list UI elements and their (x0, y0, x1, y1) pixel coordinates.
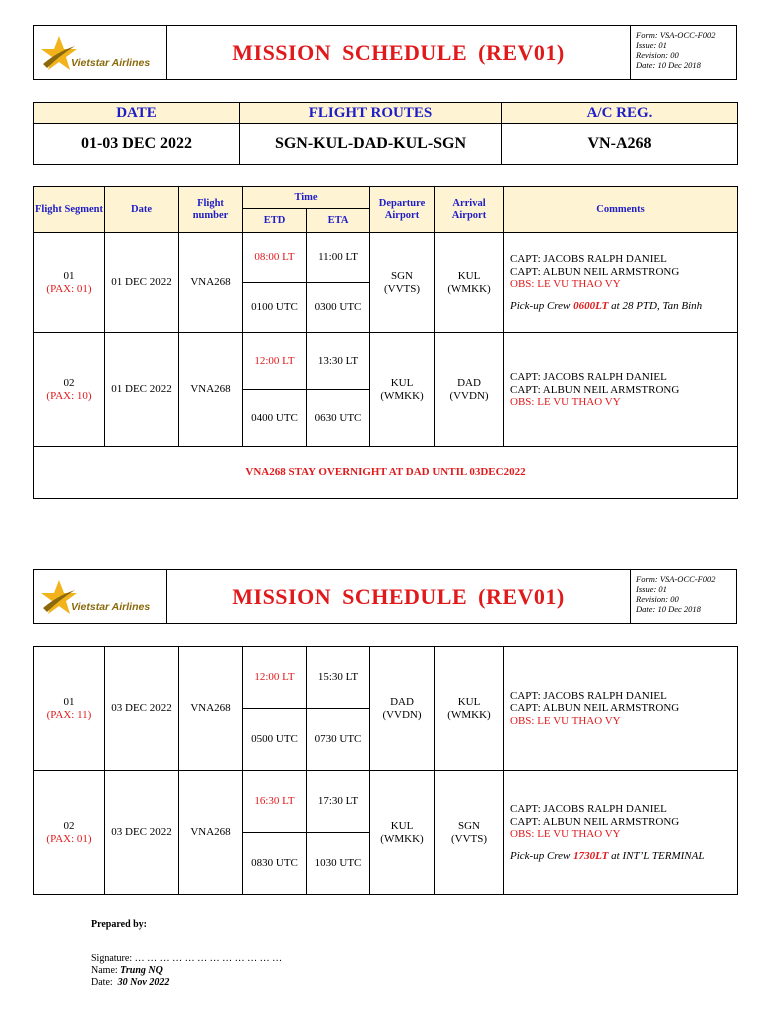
departure-code: (VVDN) (382, 708, 422, 721)
pickup-label: Pick-up Crew (510, 849, 574, 862)
prepared-name (91, 965, 491, 977)
observer: OBS: LE VU THAO VY (510, 828, 621, 840)
logo-text: Vietstar Airlines (71, 57, 151, 69)
table-row (34, 771, 738, 833)
comments-cell (504, 333, 738, 447)
observer: OBS: LE VU THAO VY (510, 714, 621, 727)
arrival-airport: SGN (457, 819, 480, 832)
form-number: Form: VSA-OCC-F002 (636, 574, 716, 584)
segment-number: 01 (63, 695, 75, 708)
captain-2: CAPT: ALBUN NEIL ARMSTRONG (510, 383, 680, 396)
logo-text: Vietstar Airlines (71, 601, 151, 613)
segment-cell (34, 771, 105, 895)
segment-cell (34, 333, 105, 447)
form-number: Form: VSA-OCC-F002 (636, 30, 716, 40)
name-value: Trung NQ (120, 965, 163, 976)
arrival-code: (VVDN) (449, 389, 489, 402)
logo (34, 26, 167, 79)
captain-2: CAPT: ALBUN NEIL ARMSTRONG (510, 815, 680, 828)
pickup-location: at 28 PTD, Tan Binh (608, 299, 703, 312)
date-cell: 01 DEC 2022 (105, 233, 179, 333)
time-header: Time (243, 187, 370, 209)
routes-value: SGN-KUL-DAD-KUL-SGN (240, 124, 502, 165)
date-cell: 03 DEC 2022 (105, 647, 179, 771)
arrival-airport: KUL (457, 695, 481, 708)
etd-lt: 12:00 LT (243, 333, 307, 390)
arrival-cell (435, 647, 504, 771)
form-info (630, 570, 736, 623)
schedule-table-1 (33, 186, 738, 499)
departure-code: (WMKK) (380, 389, 424, 402)
form-date: Date: 10 Dec 2018 (636, 60, 701, 70)
flight-cell: VNA268 (179, 647, 243, 771)
segment-number: 01 (63, 269, 75, 282)
prepared-label: Prepared by: (91, 919, 148, 930)
form-issue: Issue: 01 (636, 40, 667, 50)
acreg-value: VN-A268 (502, 124, 738, 165)
date-cell: 01 DEC 2022 (105, 333, 179, 447)
pax-count: (PAX: 01) (46, 282, 92, 295)
name-label: Name: (91, 965, 121, 976)
form-revision: Revision: 00 (636, 50, 679, 60)
arrival-code: (WMKK) (447, 282, 491, 295)
departure-cell (370, 771, 435, 895)
pickup-time: 0600LT (573, 299, 609, 312)
segment-number: 02 (63, 376, 75, 389)
date-value: 30 Nov 2022 (117, 977, 170, 988)
pax-count: (PAX: 01) (46, 832, 92, 845)
date-header: DATE (34, 103, 240, 124)
eta-utc: 0730 UTC (307, 709, 370, 771)
comments-cell (504, 233, 738, 333)
departure-airport: SGN (391, 269, 414, 282)
captain-1: CAPT: JACOBS RALPH DANIEL (510, 253, 667, 265)
overnight-note: VNA268 STAY OVERNIGHT AT DAD UNTIL 03DEC2022 (34, 447, 738, 499)
arrival-cell (435, 233, 504, 333)
eta-lt: 13:30 LT (307, 333, 370, 390)
departure-airport: KUL (390, 376, 414, 389)
captain-1: CAPT: JACOBS RALPH DANIEL (510, 803, 667, 815)
acreg-header: A/C REG. (502, 103, 738, 124)
pickup-note (510, 850, 737, 863)
etd-utc: 0500 UTC (243, 709, 307, 771)
arrival-cell (435, 333, 504, 447)
flight-cell: VNA268 (179, 333, 243, 447)
etd-lt: 12:00 LT (243, 647, 307, 709)
pax-count: (PAX: 11) (46, 708, 92, 721)
departure-airport: DAD (390, 695, 414, 708)
arrival-code: (WMKK) (447, 708, 491, 721)
etd-utc: 0830 UTC (243, 833, 307, 895)
arrival-airport: DAD (457, 376, 481, 389)
signature-line: Signature: … … … … … … … … … … … … (91, 953, 283, 964)
flight-cell: VNA268 (179, 771, 243, 895)
page-title: MISSION SCHEDULE (REV01) (232, 39, 565, 65)
header-2 (33, 569, 737, 624)
captain-1: CAPT: JACOBS RALPH DANIEL (510, 371, 667, 383)
eta-utc: 1030 UTC (307, 833, 370, 895)
logo (34, 570, 167, 623)
arrival-cell (435, 771, 504, 895)
etd-lt: 16:30 LT (243, 771, 307, 833)
header-1 (33, 25, 737, 80)
date-col-header: Date (105, 187, 179, 233)
pickup-label: Pick-up Crew (510, 299, 574, 312)
etd-lt: 08:00 LT (243, 233, 307, 283)
departure-code: (VVTS) (383, 282, 421, 295)
segment-header: Flight Segment (34, 187, 105, 233)
eta-lt: 11:00 LT (307, 233, 370, 283)
table-row (34, 233, 738, 283)
eta-header: ETA (307, 209, 370, 233)
pickup-time: 1730LT (573, 849, 609, 862)
captain-1: CAPT: JACOBS RALPH DANIEL (510, 689, 667, 702)
arrival-header: Arrival Airport (435, 187, 504, 233)
arrival-airport: KUL (457, 269, 481, 282)
eta-utc: 0300 UTC (307, 283, 370, 333)
page-title: MISSION SCHEDULE (REV01) (232, 583, 565, 609)
departure-cell (370, 233, 435, 333)
eta-utc: 0630 UTC (307, 390, 370, 447)
segment-cell (34, 647, 105, 771)
arrival-code: (VVTS) (450, 832, 488, 845)
observer: OBS: LE VU THAO VY (510, 396, 621, 408)
etd-utc: 0400 UTC (243, 390, 307, 447)
pickup-location: at INT’L TERMINAL (608, 849, 705, 862)
form-issue: Issue: 01 (636, 584, 667, 594)
routes-header: FLIGHT ROUTES (240, 103, 502, 124)
date-cell: 03 DEC 2022 (105, 771, 179, 895)
departure-cell (370, 647, 435, 771)
departure-cell (370, 333, 435, 447)
flight-number-header: Flight number (179, 187, 243, 233)
segment-cell (34, 233, 105, 333)
pax-count: (PAX: 10) (46, 389, 92, 402)
comments-header: Comments (504, 187, 738, 233)
comments-cell (504, 771, 738, 895)
form-revision: Revision: 00 (636, 594, 679, 604)
table-row (34, 647, 738, 709)
date-value: 01-03 DEC 2022 (34, 124, 240, 165)
segment-number: 02 (63, 819, 75, 832)
schedule-table-2 (33, 646, 738, 895)
date-label: Date: (91, 977, 118, 988)
pickup-note (510, 300, 737, 313)
captain-2: CAPT: ALBUN NEIL ARMSTRONG (510, 702, 680, 715)
eta-lt: 17:30 LT (307, 771, 370, 833)
comments-cell (504, 647, 738, 771)
info-table (33, 102, 738, 165)
captain-2: CAPT: ALBUN NEIL ARMSTRONG (510, 265, 680, 278)
form-date: Date: 10 Dec 2018 (636, 604, 701, 614)
prepared-date (91, 977, 491, 989)
observer: OBS: LE VU THAO VY (510, 278, 621, 290)
departure-code: (WMKK) (380, 832, 424, 845)
table-row (34, 333, 738, 390)
form-info (630, 26, 736, 79)
departure-header: Departure Airport (370, 187, 435, 233)
etd-utc: 0100 UTC (243, 283, 307, 333)
departure-airport: KUL (390, 819, 414, 832)
etd-header: ETD (243, 209, 307, 233)
flight-cell: VNA268 (179, 233, 243, 333)
prepared-section (91, 919, 491, 989)
eta-lt: 15:30 LT (307, 647, 370, 709)
